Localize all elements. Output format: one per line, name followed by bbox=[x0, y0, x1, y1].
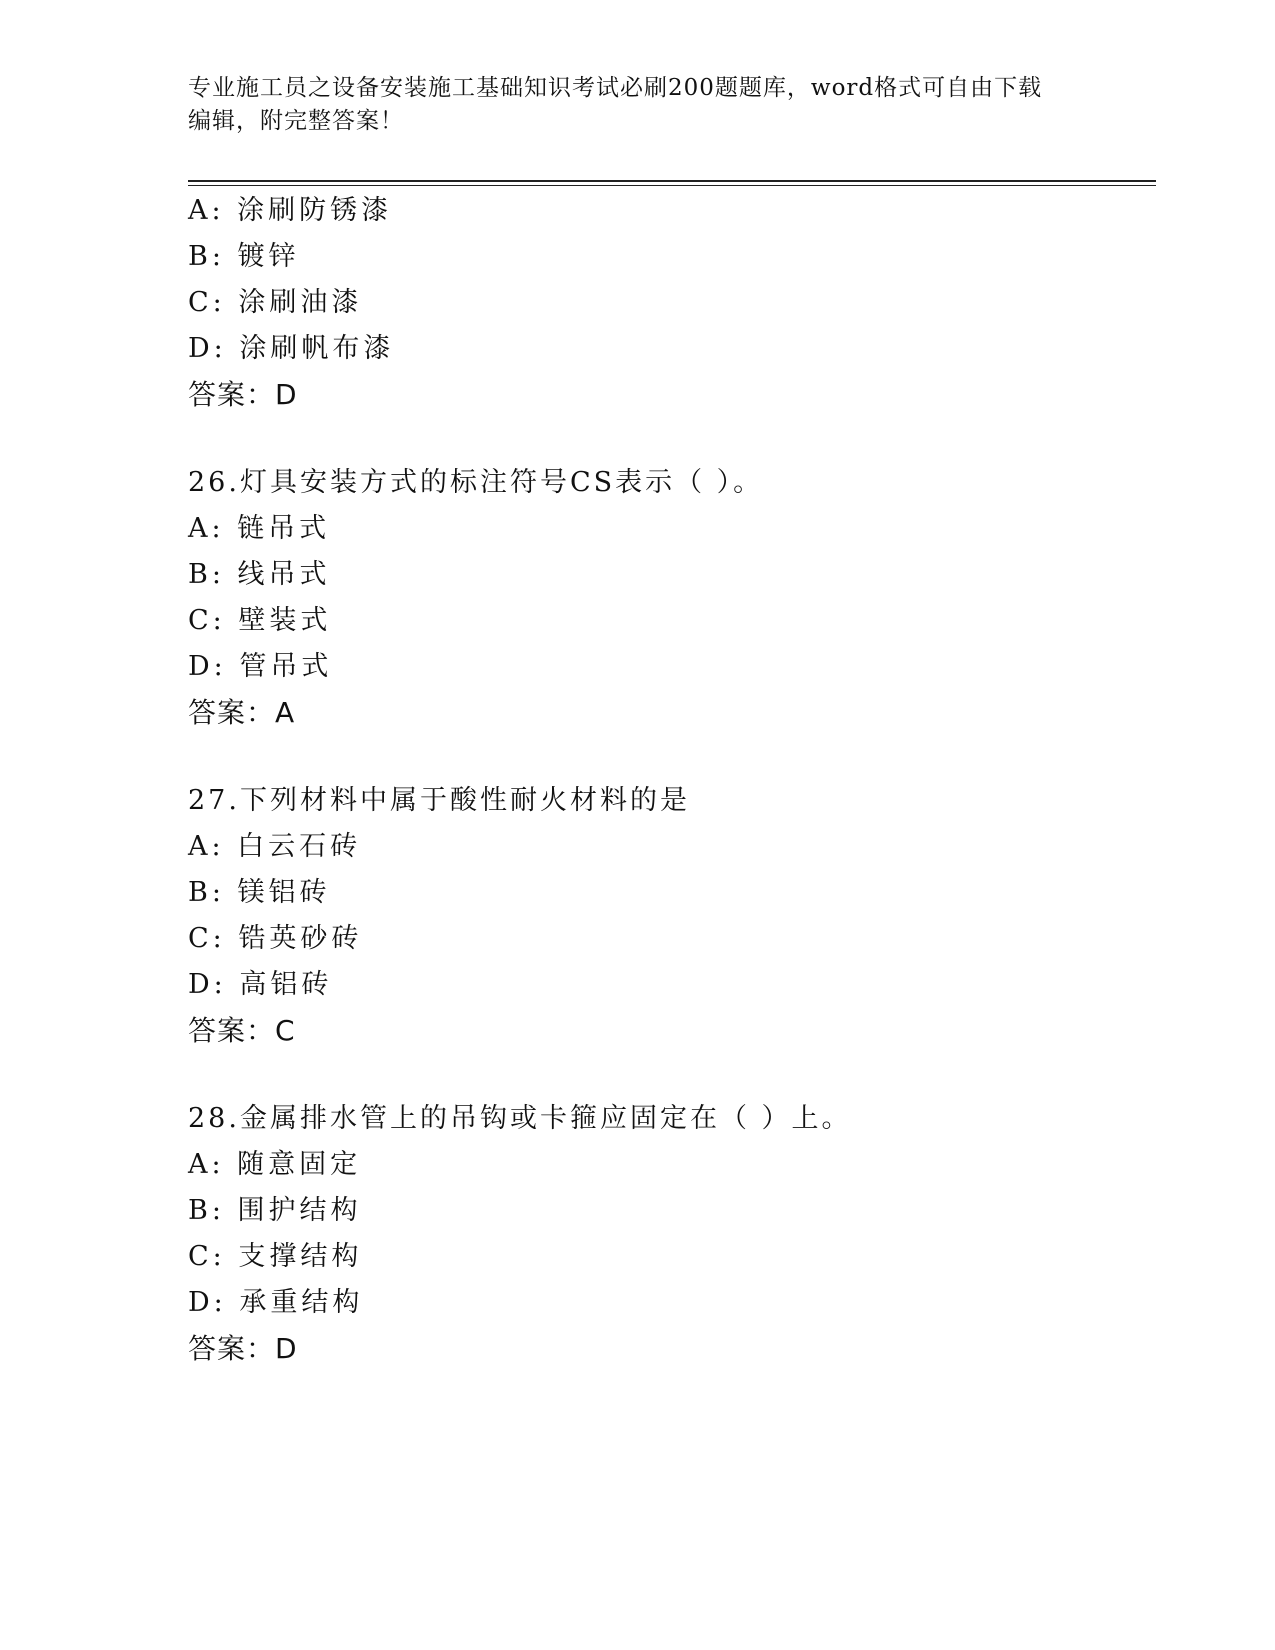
option-b: B: 线吊式 bbox=[188, 559, 331, 590]
option-d: D: 承重结构 bbox=[188, 1287, 364, 1318]
option-b: B: 镀锌 bbox=[188, 241, 300, 272]
question-list bbox=[188, 188, 1156, 1372]
title-line-1: 专业施工员之设备安装施工基础知识考试必刷200题题库，word格式可自由下载 bbox=[188, 75, 1043, 101]
option-a: A: 涂刷防锈漆 bbox=[188, 195, 393, 226]
option-d: D: 高铝砖 bbox=[188, 969, 333, 1000]
answer-line: 答案：D bbox=[188, 1332, 298, 1365]
option-d: D: 涂刷帆布漆 bbox=[188, 333, 395, 364]
option-b: B: 镁铝砖 bbox=[188, 877, 331, 908]
option-d: D: 管吊式 bbox=[188, 651, 333, 682]
title-line-2: 编辑，附完整答案！ bbox=[188, 108, 404, 134]
option-a: A: 随意固定 bbox=[188, 1149, 362, 1180]
option-a: A: 白云石砖 bbox=[188, 831, 362, 862]
question-stem: 28.金属排水管上的吊钩或卡箍应固定在（ ）上。 bbox=[188, 1103, 852, 1134]
option-c: C: 支撑结构 bbox=[188, 1241, 363, 1272]
option-a: A: 链吊式 bbox=[188, 513, 331, 544]
answer-line: 答案：C bbox=[188, 1014, 296, 1047]
option-c: C: 涂刷油漆 bbox=[188, 287, 363, 318]
answer-line: 答案：D bbox=[188, 378, 298, 411]
option-c: C: 壁装式 bbox=[188, 605, 332, 636]
document-title bbox=[188, 72, 1088, 138]
question-26 bbox=[188, 460, 1156, 736]
option-b: B: 围护结构 bbox=[188, 1195, 362, 1226]
question-28 bbox=[188, 1096, 1156, 1372]
question-25-continuation bbox=[188, 188, 1156, 418]
header-divider bbox=[188, 180, 1156, 186]
option-c: C: 锆英砂砖 bbox=[188, 923, 363, 954]
question-stem: 27.下列材料中属于酸性耐火材料的是 bbox=[188, 785, 690, 816]
question-27 bbox=[188, 778, 1156, 1054]
answer-line: 答案：A bbox=[188, 696, 296, 729]
question-stem: 26.灯具安装方式的标注符号CS表示（ ）。 bbox=[188, 467, 764, 498]
